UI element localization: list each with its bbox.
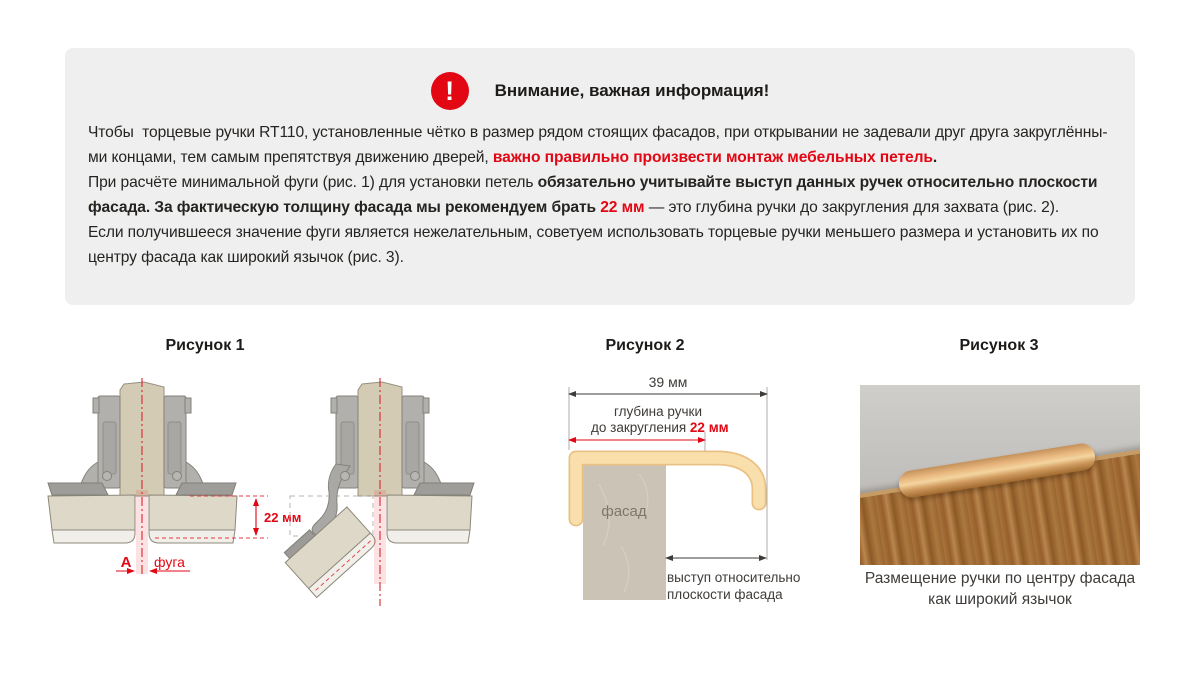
notice-text-line: центру фасада как широкий язычок (рис. 3). (88, 249, 404, 266)
notice-header (65, 72, 1135, 110)
fig1-fuga-label: фуга (154, 554, 185, 570)
figure3-caption-line1: Размещение ручки по центру фасада (864, 570, 1136, 587)
notice-text (88, 120, 1123, 270)
notice-text-line: При расчёте минимальной фуги (рис. 1) для установки петель обязательно учитывайте выступ данных ручек относительно плоскости (88, 174, 1098, 191)
notice-text-line: фасада. За фактическую толщину фасада мы рекомендуем брать 22 мм — это глубина ручки до закругления для захвата (рис. 2). (88, 199, 1060, 216)
fig2-39mm-label: 39 мм (648, 374, 688, 390)
notice-title: Внимание, важная информация! (494, 81, 770, 100)
fig1-right-diagram (280, 378, 474, 606)
notice-text-line: Если получившееся значение фуги является нежелательным, советуем использовать торцевые ручки меньшего размера и установить их по (88, 224, 1099, 241)
fig2-depth-line1: глубина ручки (614, 404, 702, 419)
figure3-caption-line2: как широкий язычок (928, 591, 1072, 608)
figure2-title: Рисунок 2 (605, 337, 685, 354)
fig1-a-label: А (120, 554, 132, 571)
fig2-facade-panel (583, 465, 666, 600)
fig2-depth-line2: до закругления 22 мм (591, 420, 729, 435)
figure3-caption (845, 568, 1155, 610)
notice-box (65, 48, 1135, 305)
figure1-title: Рисунок 1 (165, 337, 245, 354)
figure2-handle-section (555, 370, 825, 620)
fig2-protrusion-line1: выступ относительно (667, 570, 801, 585)
fig2-protrusion-line2: плоскости фасада (667, 587, 783, 602)
notice-text-line: Чтобы торцевые ручки RT110, установленные чётко в размер рядом стоящих фасадов, при открывании не задевали друг друга закруглённы- (88, 124, 1108, 141)
fig1-22mm-label: 22 мм (264, 510, 302, 525)
figure1-hinge-diagram (40, 366, 490, 618)
notice-text-line: ми концами, тем самым препятствуя движению дверей, важно правильно произвести монтаж мебельных петель. (88, 149, 938, 166)
figure3-title: Рисунок 3 (959, 337, 1039, 354)
warning-icon: ! (431, 72, 469, 110)
figure3-photo (860, 385, 1140, 565)
fig2-facade-label: фасад (601, 503, 647, 520)
fig1-left-diagram (48, 378, 301, 574)
